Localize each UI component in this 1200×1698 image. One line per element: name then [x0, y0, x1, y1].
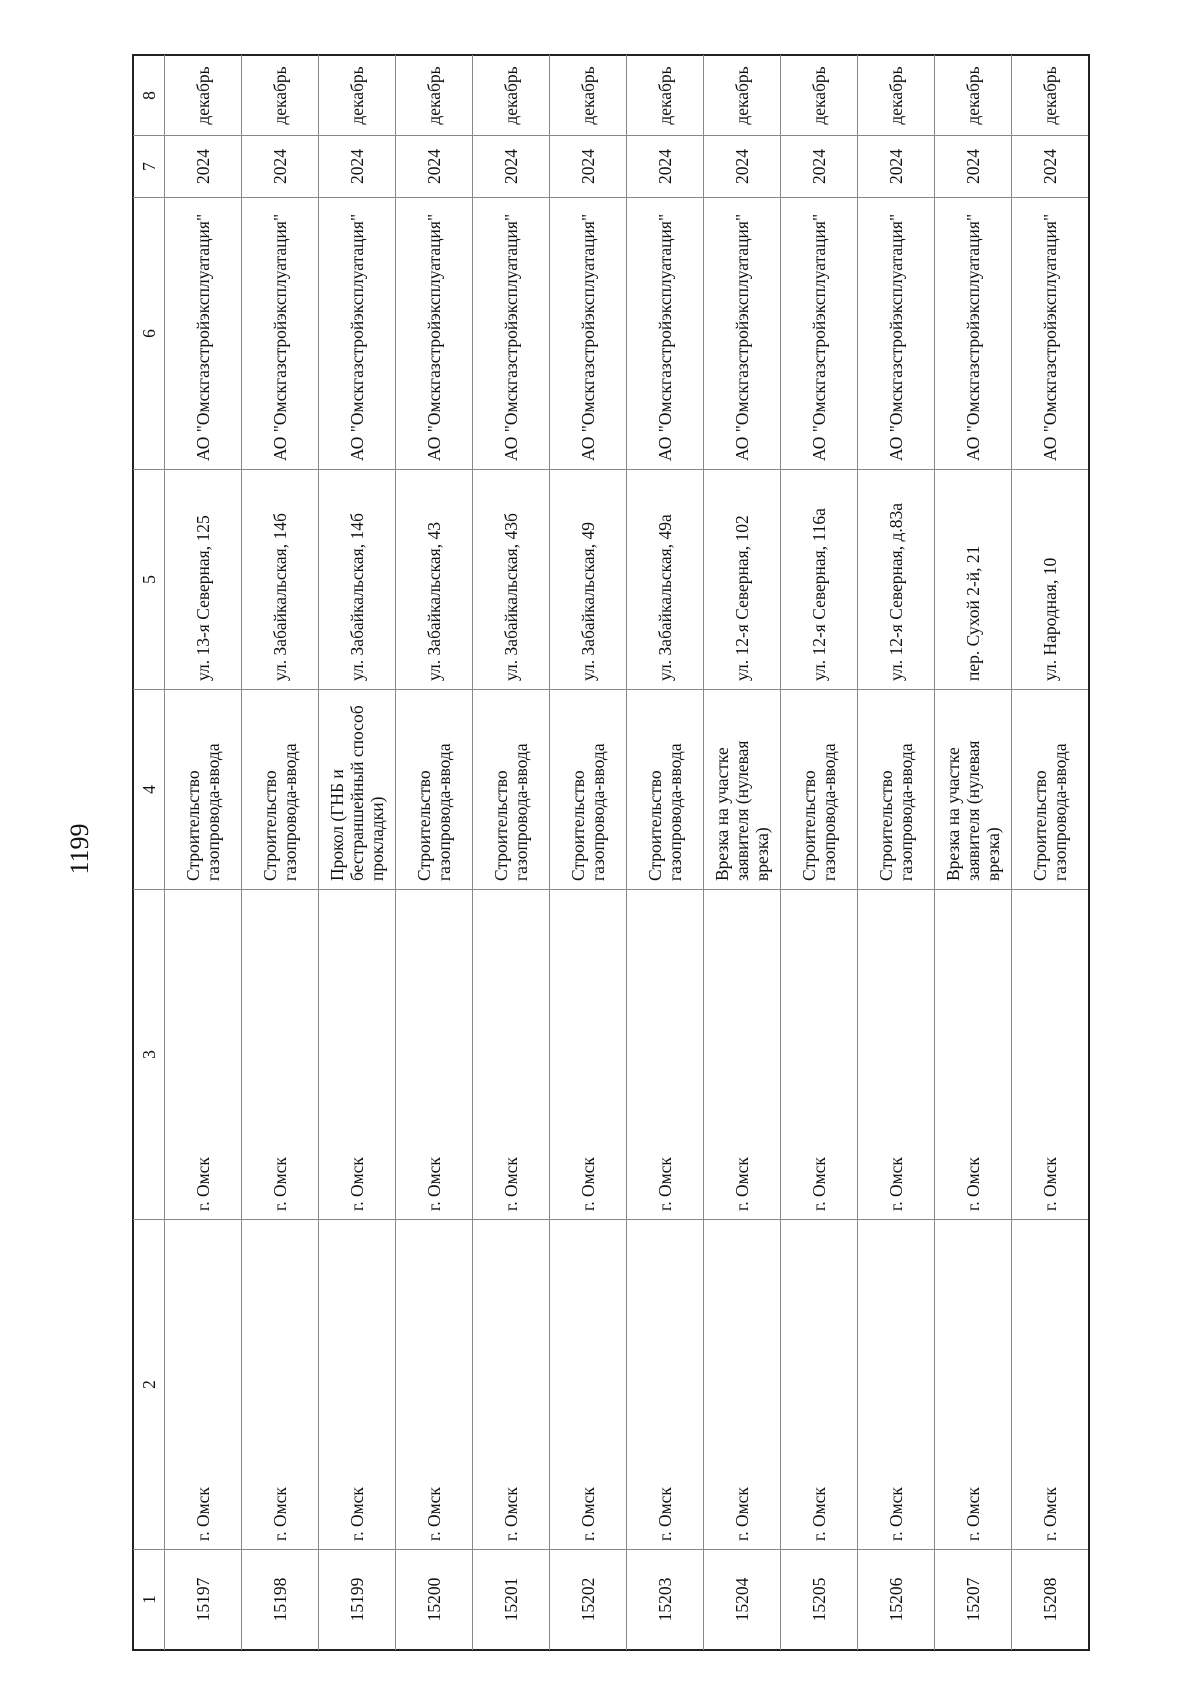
table-row [704, 56, 781, 1650]
cell-record-number: 15206 [858, 1550, 935, 1650]
cell-record-number: 15207 [935, 1550, 1012, 1650]
table-row [242, 56, 319, 1650]
table-row [396, 56, 473, 1650]
cell-address: ул. 12-я Северная, 102 [704, 470, 781, 690]
cell-address: ул. Забайкальская, 43 [396, 470, 473, 690]
cell-settlement: г. Омск [319, 890, 396, 1220]
cell-record-number: 15201 [473, 1550, 550, 1650]
cell-organization: АО "Омскгазстройэксплуатация" [781, 198, 858, 470]
cell-work-type: Врезка на участке заявителя (нулевая врезка) [935, 690, 1012, 890]
column-number: 2 [134, 1220, 165, 1550]
cell-address: ул. Забайкальская, 49а [627, 470, 704, 690]
cell-record-number: 15208 [1012, 1550, 1089, 1650]
cell-year: 2024 [781, 136, 858, 198]
cell-organization: АО "Омскгазстройэксплуатация" [858, 198, 935, 470]
table-row [550, 56, 627, 1650]
cell-settlement: г. Омск [935, 890, 1012, 1220]
column-number: 7 [134, 136, 165, 198]
cell-year: 2024 [1012, 136, 1089, 198]
cell-year: 2024 [627, 136, 704, 198]
cell-municipality: г. Омск [242, 1220, 319, 1550]
cell-settlement: г. Омск [242, 890, 319, 1220]
cell-address: ул. Забайкальская, 43б [473, 470, 550, 690]
table-row [165, 56, 242, 1650]
cell-year: 2024 [704, 136, 781, 198]
cell-year: 2024 [396, 136, 473, 198]
cell-organization: АО "Омскгазстройэксплуатация" [704, 198, 781, 470]
cell-settlement: г. Омск [781, 890, 858, 1220]
table-row [627, 56, 704, 1650]
cell-work-type: Строительство газопровода-ввода [858, 690, 935, 890]
cell-municipality: г. Омск [704, 1220, 781, 1550]
column-number: 4 [134, 690, 165, 890]
cell-year: 2024 [550, 136, 627, 198]
page-number: 1199 [65, 823, 94, 875]
cell-settlement: г. Омск [858, 890, 935, 1220]
cell-record-number: 15203 [627, 1550, 704, 1650]
cell-work-type: Строительство газопровода-ввода [550, 690, 627, 890]
cell-month: декабрь [165, 56, 242, 136]
cell-record-number: 15202 [550, 1550, 627, 1650]
cell-work-type: Врезка на участке заявителя (нулевая врезка) [704, 690, 781, 890]
cell-settlement: г. Омск [473, 890, 550, 1220]
cell-organization: АО "Омскгазстройэксплуатация" [165, 198, 242, 470]
column-number: 8 [134, 56, 165, 136]
cell-address: ул. Забайкальская, 49 [550, 470, 627, 690]
cell-record-number: 15198 [242, 1550, 319, 1650]
cell-municipality: г. Омск [858, 1220, 935, 1550]
cell-work-type: Строительство газопровода-ввода [1012, 690, 1089, 890]
cell-municipality: г. Омск [935, 1220, 1012, 1550]
cell-month: декабрь [473, 56, 550, 136]
cell-address: пер. Сухой 2-й, 21 [935, 470, 1012, 690]
table-row [473, 56, 550, 1650]
cell-work-type: Строительство газопровода-ввода [242, 690, 319, 890]
cell-organization: АО "Омскгазстройэксплуатация" [319, 198, 396, 470]
cell-municipality: г. Омск [473, 1220, 550, 1550]
cell-municipality: г. Омск [1012, 1220, 1089, 1550]
cell-address: ул. Забайкальская, 14б [242, 470, 319, 690]
cell-municipality: г. Омск [550, 1220, 627, 1550]
cell-address: ул. 13-я Северная, 125 [165, 470, 242, 690]
cell-municipality: г. Омск [781, 1220, 858, 1550]
table-row [1012, 56, 1089, 1650]
cell-month: декабрь [319, 56, 396, 136]
cell-settlement: г. Омск [550, 890, 627, 1220]
cell-organization: АО "Омскгазстройэксплуатация" [627, 198, 704, 470]
cell-organization: АО "Омскгазстройэксплуатация" [242, 198, 319, 470]
cell-work-type: Строительство газопровода-ввода [165, 690, 242, 890]
table-body [134, 56, 1089, 1650]
table-row [935, 56, 1012, 1650]
cell-record-number: 15204 [704, 1550, 781, 1650]
column-number: 6 [134, 198, 165, 470]
cell-municipality: г. Омск [627, 1220, 704, 1550]
cell-organization: АО "Омскгазстройэксплуатация" [550, 198, 627, 470]
cell-work-type: Прокол (ГНБ и бестраншейный способ прокладки) [319, 690, 396, 890]
table-row [781, 56, 858, 1650]
cell-month: декабрь [704, 56, 781, 136]
column-number-row [134, 56, 165, 1650]
cell-organization: АО "Омскгазстройэксплуатация" [473, 198, 550, 470]
cell-municipality: г. Омск [319, 1220, 396, 1550]
cell-year: 2024 [319, 136, 396, 198]
cell-record-number: 15199 [319, 1550, 396, 1650]
cell-year: 2024 [473, 136, 550, 198]
cell-month: декабрь [396, 56, 473, 136]
cell-year: 2024 [935, 136, 1012, 198]
cell-month: декабрь [627, 56, 704, 136]
cell-settlement: г. Омск [704, 890, 781, 1220]
cell-year: 2024 [165, 136, 242, 198]
cell-record-number: 15200 [396, 1550, 473, 1650]
cell-year: 2024 [242, 136, 319, 198]
cell-record-number: 15205 [781, 1550, 858, 1650]
cell-work-type: Строительство газопровода-ввода [781, 690, 858, 890]
cell-address: ул. Забайкальская, 14б [319, 470, 396, 690]
cell-month: декабрь [781, 56, 858, 136]
column-number: 1 [134, 1550, 165, 1650]
cell-settlement: г. Омск [1012, 890, 1089, 1220]
cell-address: ул. 12-я Северная, д.83а [858, 470, 935, 690]
cell-work-type: Строительство газопровода-ввода [473, 690, 550, 890]
cell-record-number: 15197 [165, 1550, 242, 1650]
column-number: 3 [134, 890, 165, 1220]
cell-organization: АО "Омскгазстройэксплуатация" [935, 198, 1012, 470]
cell-address: ул. 12-я Северная, 116а [781, 470, 858, 690]
cell-year: 2024 [858, 136, 935, 198]
cell-month: декабрь [935, 56, 1012, 136]
cell-settlement: г. Омск [165, 890, 242, 1220]
cell-address: ул. Народная, 10 [1012, 470, 1089, 690]
cell-settlement: г. Омск [396, 890, 473, 1220]
table-row [858, 56, 935, 1650]
cell-organization: АО "Омскгазстройэксплуатация" [1012, 198, 1089, 470]
cell-municipality: г. Омск [396, 1220, 473, 1550]
cell-month: декабрь [550, 56, 627, 136]
cell-municipality: г. Омск [165, 1220, 242, 1550]
cell-month: декабрь [1012, 56, 1089, 136]
cell-work-type: Строительство газопровода-ввода [627, 690, 704, 890]
cell-month: декабрь [242, 56, 319, 136]
cell-organization: АО "Омскгазстройэксплуатация" [396, 198, 473, 470]
cell-work-type: Строительство газопровода-ввода [396, 690, 473, 890]
cell-settlement: г. Омск [627, 890, 704, 1220]
column-number: 5 [134, 470, 165, 690]
table-row [319, 56, 396, 1650]
table-wrapper [133, 56, 1079, 1650]
cell-month: декабрь [858, 56, 935, 136]
registry-table [133, 55, 1089, 1650]
